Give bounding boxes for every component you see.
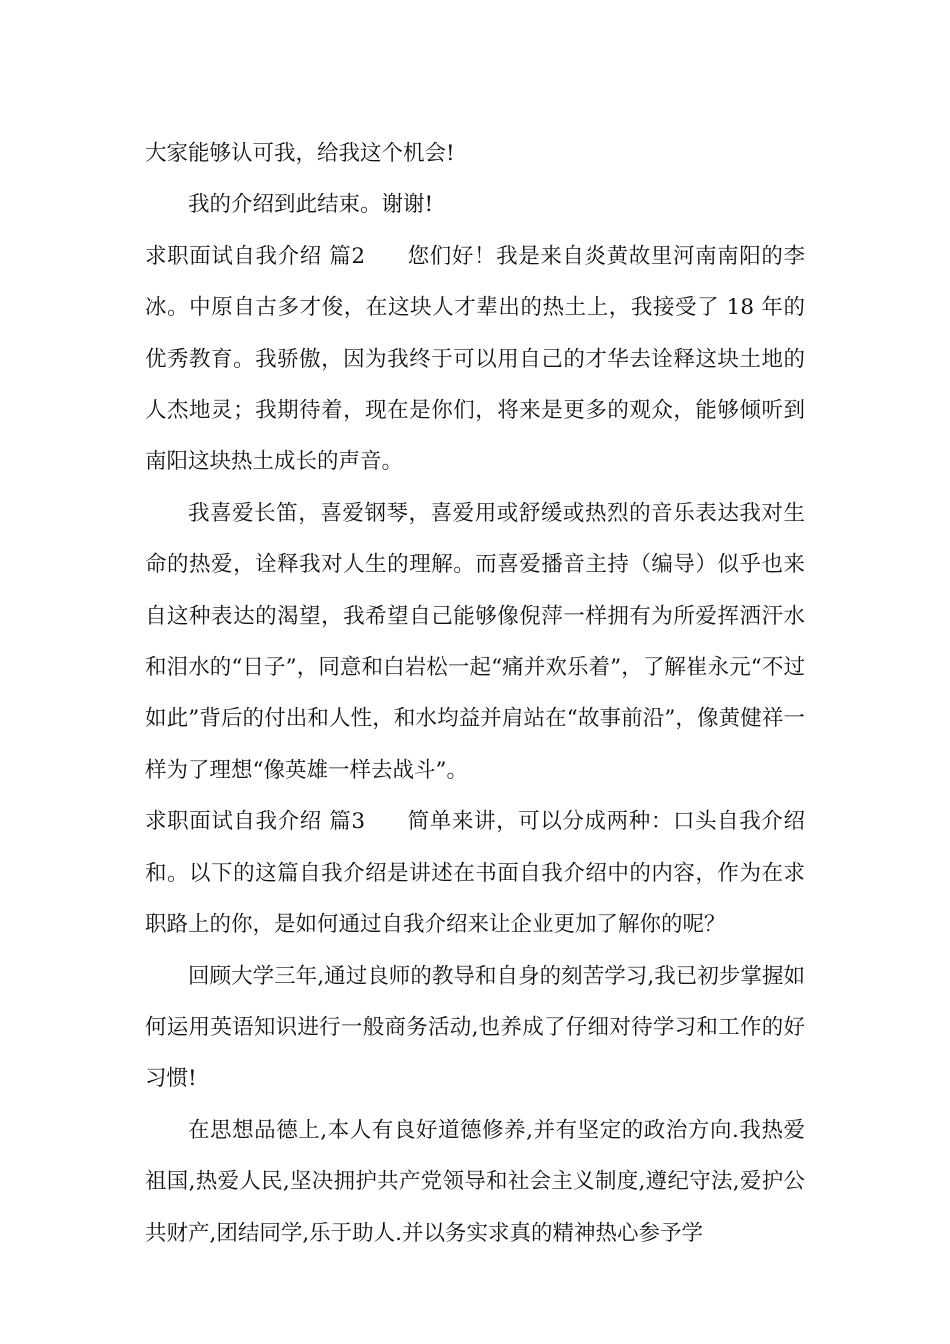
section-3-paragraph-1: 回顾大学三年,通过良师的教导和自身的刻苦学习,我已初步掌握如何运用英语知识进行一般商务活动,也养成了仔细对待学习和工作的好习惯! [145,963,805,1092]
section-3-paragraph-2: 在思想品德上,本人有良好道德修养,并有坚定的政治方向.我热爱祖国,热爱人民,坚决拥护共产党领导和社会主义制度,遵纪守法,爱护公共财产,团结同学,乐于助人.并以务实求真的精神热心参予学 [145,1117,805,1246]
section-2-opening [145,231,805,488]
section-3-heading: 求职面试自我介绍 篇3 [145,809,366,835]
paragraph-closing-request: 大家能够认可我，给我这个机会! [145,141,455,166]
paragraph-closing-thanks: 我的介绍到此结束。谢谢! [188,192,434,218]
section-2-paragraph: 我喜爱长笛，喜爱钢琴，喜爱用或舒缓或热烈的音乐表达我对生命的热爱，诠释我对人生的理解。而喜爱播音主持（编导）似乎也来自这种表达的渴望，我希望自己能够像倪萍一样拥有为所爱挥洒汗水和泪水的“日子”，同意和白岩松一起“痛并欢乐着”，了解崔永元“不过如此”背后的付出和人性，和水均益并肩站在“故事前沿”，像黄健祥一样为了理想“像英雄一样去战斗”。 [145,500,805,783]
section-2-heading: 求职面试自我介绍 篇2 [145,243,366,269]
section-3-opening [145,796,805,950]
section-2-lead: 您们好！我是来自炎黄故里河南南阳的李冰。中原自古多才俊，在这块人才辈出的热土上，我接受了 18 年的优秀教育。我骄傲，因为我终于可以用自己的才华去诠释这块土地的人杰地灵；我期待着，现在是你们，将来是更多的观众，能够倾听到南阳这块热土成长的声音。 [145,243,805,475]
section-3-lead: 简单来讲，可以分成两种：口头自我介绍和。以下的这篇自我介绍是讲述在书面自我介绍中的内容，作为在求职路上的你，是如何通过自我介绍来让企业更加了解你的呢？ [145,809,805,938]
document-body [145,128,805,1259]
